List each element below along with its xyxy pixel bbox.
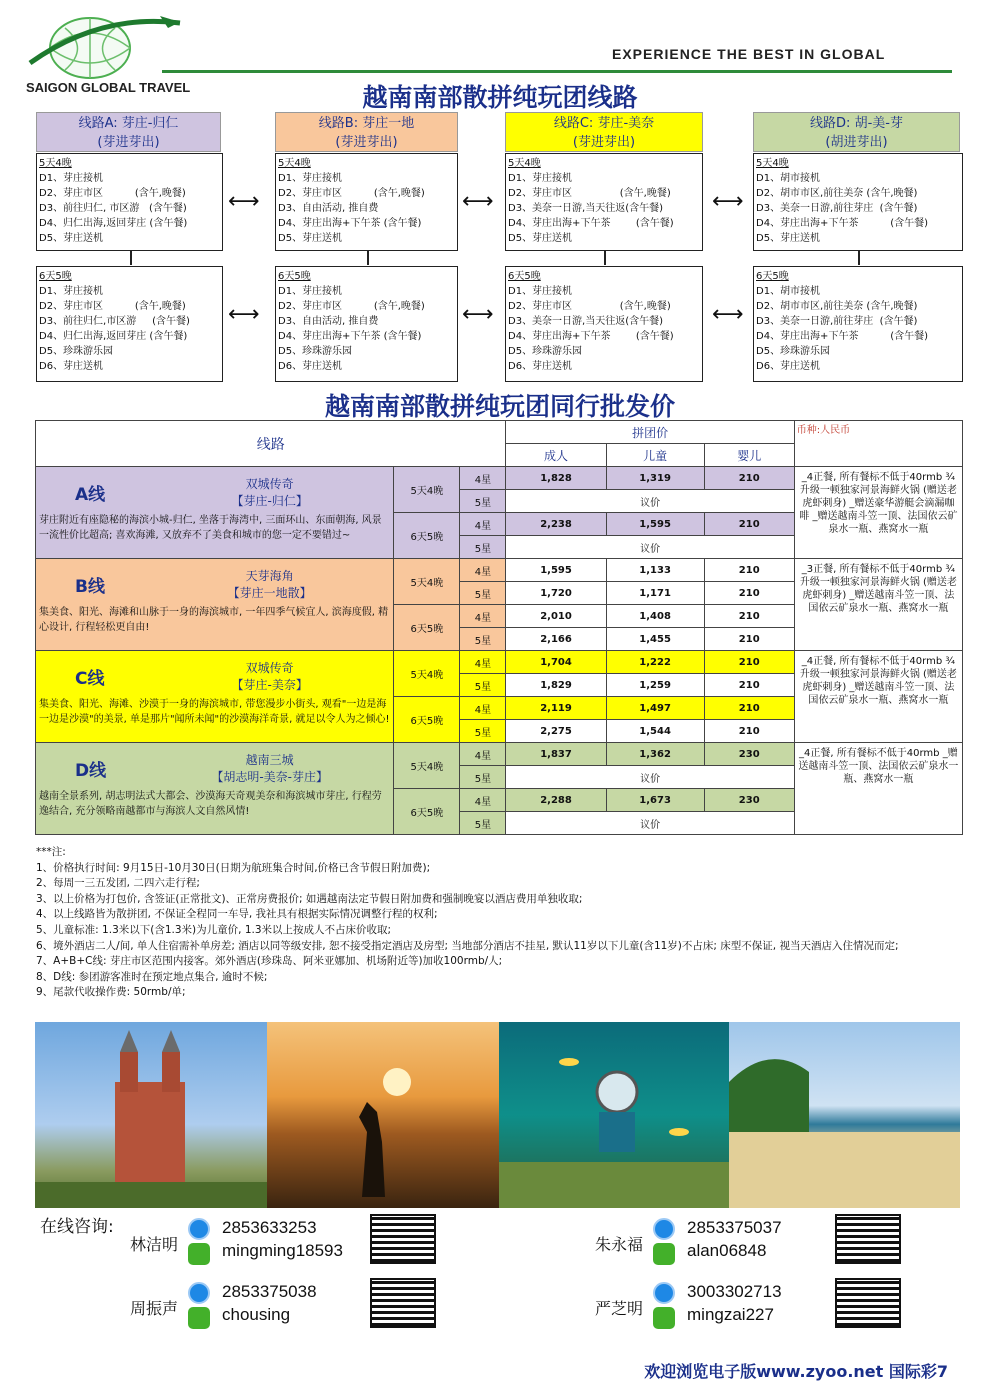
- route-header-title: 线路C: 芽庄-美奈: [553, 116, 655, 131]
- qr-code: [370, 1214, 436, 1264]
- route-name: 越南三城: [245, 753, 294, 767]
- itinerary-day: D1、芽庄接机: [39, 286, 104, 297]
- footer-text[interactable]: 欢迎浏览电子版www.zyoo.net 国际彩7: [644, 1362, 948, 1381]
- itinerary-day: D4、归仁出海,返回芽庄 (含午餐): [39, 218, 188, 229]
- itinerary-day: D4、归仁出海,返回芽庄 (含午餐): [39, 331, 188, 342]
- adult-price: 1,720: [506, 582, 606, 605]
- box-connector: [858, 251, 860, 265]
- route-inclusions: _4正餐, 所有餐标不低于40rmb ¾升级一顿独家河景海鲜火锅 (赠送老虎虾刺身) _赠送越南斗笠一顶、法国依云矿泉水一瓶、燕窝水一瓶: [794, 651, 962, 743]
- itinerary-day: D4、芽庄出海+下午茶 (含午餐): [756, 331, 929, 342]
- route-cities: 【芽庄一地散】: [227, 586, 312, 600]
- double-arrow-icon: ⟷: [228, 189, 260, 214]
- col-child-header: 儿童: [606, 444, 704, 467]
- wechat-id[interactable]: mingming18593: [222, 1241, 343, 1260]
- route-key: A线: [75, 484, 106, 505]
- itinerary-day: D3、美奈一日游,前往芽庄 (含午餐): [756, 316, 918, 327]
- itinerary-day: D3、美奈一日游,前往芽庄 (含午餐): [756, 203, 918, 214]
- itinerary-day: D3、前往归仁, 市区游 (含午餐): [39, 203, 187, 214]
- star-cell: 4星: [460, 605, 506, 628]
- itinerary-box: [753, 153, 963, 251]
- infant-price: 210: [704, 651, 794, 674]
- qq-icon: [653, 1218, 675, 1240]
- child-price: 1,497: [606, 697, 704, 720]
- itinerary-day: D3、自由活动, 推自费: [278, 316, 379, 327]
- itinerary-day: D2、芽庄市区 (含午,晚餐): [278, 301, 425, 312]
- qq-number[interactable]: 2853375037: [687, 1218, 782, 1237]
- route-cities: 【芽庄-归仁】: [231, 494, 308, 508]
- itinerary-day: D2、芽庄市区 (含午,晚餐): [39, 301, 186, 312]
- itinerary-day: D4、芽庄出海+下午茶 (含午餐): [278, 218, 422, 229]
- route-inclusions: _4正餐, 所有餐标不低于40rmb ¾升级一顿独家河景海鲜火锅 (赠送老虎虾刺身) _赠送豪华游艇会滴漏咖啡 _赠送越南斗笠一顶、法国依云矿泉水一瓶、燕窝水一瓶: [794, 467, 962, 559]
- route-summary-cell: [36, 559, 394, 651]
- star-cell: 4星: [460, 513, 506, 536]
- child-price: 1,455: [606, 628, 704, 651]
- child-price: 1,544: [606, 720, 704, 743]
- route-summary-cell: [36, 467, 394, 559]
- route-name: 天芽海角: [245, 569, 294, 583]
- star-cell: 4星: [460, 467, 506, 490]
- tagline: EXPERIENCE THE BEST IN GLOBAL: [612, 46, 886, 62]
- star-cell: 5星: [460, 628, 506, 651]
- qr-code: [370, 1278, 436, 1328]
- itinerary-duration: 5天4晚: [508, 158, 541, 169]
- double-arrow-icon: ⟷: [462, 302, 494, 327]
- qq-number[interactable]: 2853375038: [222, 1282, 317, 1301]
- child-price: 1,259: [606, 674, 704, 697]
- wechat-icon: [653, 1307, 675, 1329]
- double-arrow-icon: ⟷: [462, 189, 494, 214]
- route-header-sub: (芽进芽出): [335, 135, 398, 150]
- adult-price: 1,829: [506, 674, 606, 697]
- note-item: 8、D线: 参团游客准时在预定地点集合, 逾时不候;: [36, 970, 268, 983]
- wechat-id[interactable]: alan06848: [687, 1241, 767, 1260]
- route-header-sub: (芽进芽出): [572, 135, 636, 150]
- itinerary-duration: 6天5晚: [508, 271, 541, 282]
- negotiable-cell: 议价: [506, 766, 794, 789]
- duration-cell: 5天4晚: [394, 743, 460, 789]
- infant-price: 210: [704, 720, 794, 743]
- itinerary-day: D1、胡市接机: [756, 286, 821, 297]
- infant-price: 230: [704, 789, 794, 812]
- contact-name: 周振声: [130, 1299, 179, 1318]
- itinerary-day: D1、芽庄接机: [508, 173, 573, 184]
- contact-name: 朱永福: [595, 1235, 644, 1254]
- wechat-id[interactable]: mingzai227: [687, 1305, 774, 1324]
- star-cell: 4星: [460, 697, 506, 720]
- wechat-icon: [188, 1307, 210, 1329]
- itinerary-day: D5、珍珠游乐园: [508, 346, 583, 357]
- adult-price: 2,288: [506, 789, 606, 812]
- itinerary-day: D1、芽庄接机: [508, 286, 573, 297]
- itinerary-day: D4、芽庄出海+下午茶 (含午餐): [508, 218, 674, 229]
- wechat-id[interactable]: chousing: [222, 1305, 291, 1324]
- duration-cell: 6天5晚: [394, 605, 460, 651]
- route-summary-cell: [36, 651, 394, 743]
- col-group-header: 拼团价: [506, 421, 794, 444]
- route-header: [275, 112, 458, 152]
- infant-price: 210: [704, 605, 794, 628]
- itinerary-day: D3、美奈一日游,当天往返(含午餐): [508, 203, 664, 214]
- itinerary-box: [36, 153, 223, 251]
- route-header-title: 线路D: 胡-美-芽: [810, 116, 903, 131]
- route-inclusions: _3正餐, 所有餐标不低于40rmb ¾升级一顿独家河景海鲜火锅 (赠送老虎虾刺身) _赠送越南斗笠一顶、法国依云矿泉水一瓶、燕窝水一瓶: [794, 559, 962, 651]
- contact-name: 严芝明: [595, 1299, 644, 1318]
- infant-price: 210: [704, 559, 794, 582]
- star-cell: 4星: [460, 789, 506, 812]
- route-name: 双城传奇: [245, 661, 294, 675]
- duration-cell: 6天5晚: [394, 789, 460, 835]
- wechat-icon: [653, 1243, 675, 1265]
- currency-label: 币种:人民币: [794, 421, 962, 467]
- route-description: 集美食、阳光、海滩、沙漠于一身的海滨城市, 带您漫步小街头, 观看"一边是海一边是沙漠"的美景, 单是那片"闻所未闻"的沙漠海洋奇景, 就足以令人为之倾心!: [39, 699, 390, 725]
- adult-price: 2,166: [506, 628, 606, 651]
- star-cell: 4星: [460, 651, 506, 674]
- itinerary-day: D2、胡市市区,前往美奈 (含午,晚餐): [756, 301, 918, 312]
- infant-price: 210: [704, 674, 794, 697]
- itinerary-duration: 5天4晚: [278, 158, 311, 169]
- qq-icon: [188, 1282, 210, 1304]
- itinerary-day: D4、芽庄出海+下午茶 (含午餐): [756, 218, 929, 229]
- negotiable-cell: 议价: [506, 812, 794, 835]
- note-item: 9、尾款代收操作费: 50rmb/单;: [36, 986, 186, 999]
- infant-price: 210: [704, 697, 794, 720]
- contact-name: 林洁明: [130, 1235, 179, 1254]
- duration-cell: 5天4晚: [394, 559, 460, 605]
- infant-price: 210: [704, 582, 794, 605]
- itinerary-day: D4、芽庄出海+下午茶 (含午餐): [278, 331, 422, 342]
- adult-price: 1,595: [506, 559, 606, 582]
- header-divider: [162, 70, 952, 73]
- adult-price: 2,010: [506, 605, 606, 628]
- notes-section: [36, 845, 961, 1001]
- star-cell: 5星: [460, 536, 506, 559]
- child-price: 1,319: [606, 467, 704, 490]
- star-cell: 4星: [460, 559, 506, 582]
- adult-price: 2,238: [506, 513, 606, 536]
- itinerary-day: D6、芽庄送机: [508, 361, 573, 372]
- route-description: 越南全景系列, 胡志明法式大都会、沙漠海天奇观美奈和海滨城市芽庄, 行程劳逸结合, 充分领略南越都市与海滨人文自然风情!: [39, 791, 382, 817]
- child-price: 1,408: [606, 605, 704, 628]
- itinerary-day: D1、芽庄接机: [278, 286, 343, 297]
- star-cell: 4星: [460, 743, 506, 766]
- itinerary-day: D6、芽庄送机: [39, 361, 104, 372]
- route-key: D线: [75, 760, 107, 781]
- child-price: 1,362: [606, 743, 704, 766]
- star-cell: 5星: [460, 674, 506, 697]
- itinerary-day: D4、芽庄出海+下午茶 (含午餐): [508, 331, 674, 342]
- itinerary-duration: 6天5晚: [278, 271, 311, 282]
- qq-icon: [653, 1282, 675, 1304]
- itinerary-day: D3、美奈一日游,当天往返(含午餐): [508, 316, 664, 327]
- duration-cell: 5天4晚: [394, 467, 460, 513]
- child-price: 1,222: [606, 651, 704, 674]
- note-item: 2、每周一三五发团, 二四六走行程;: [36, 877, 200, 890]
- route-header: [753, 112, 960, 152]
- itinerary-box: [275, 266, 458, 382]
- itinerary-day: D5、芽庄送机: [278, 233, 343, 244]
- prices-title: 越南南部散拼纯玩团同行批发价: [324, 392, 675, 421]
- itinerary-day: D5、珍珠游乐园: [278, 346, 353, 357]
- price-table: [35, 420, 963, 835]
- route-cities: 【芽庄-美奈】: [231, 678, 308, 692]
- child-price: 1,673: [606, 789, 704, 812]
- note-item: 1、价格执行时间: 9月15日-10月30日(日期为航班集合时间,价格已含节假日附加费);: [36, 861, 431, 874]
- box-connector: [367, 251, 369, 265]
- star-cell: 5星: [460, 490, 506, 513]
- itinerary-box: [505, 153, 703, 251]
- itinerary-duration: 6天5晚: [756, 271, 789, 282]
- star-cell: 5星: [460, 766, 506, 789]
- adult-price: 1,837: [506, 743, 606, 766]
- itinerary-day: D5、芽庄送机: [508, 233, 573, 244]
- itinerary-day: D5、珍珠游乐园: [756, 346, 831, 357]
- route-header-title: 线路A: 芽庄-归仁: [78, 116, 179, 131]
- infant-price: 210: [704, 628, 794, 651]
- note-item: 6、境外酒店二人/间, 单人住宿需补单房差; 酒店以同等级安排, 恕不接受指定酒店及房型; 当地部分酒店不挂星, 默认11岁以下儿童(含11岁)不占床; 床型不保证, 视当天酒店入住情况而定;: [36, 939, 899, 952]
- itinerary-box: [753, 266, 963, 382]
- child-price: 1,595: [606, 513, 704, 536]
- double-arrow-icon: ⟷: [712, 189, 744, 214]
- qq-number[interactable]: 2853633253: [222, 1218, 317, 1237]
- itinerary-day: D3、前往归仁,市区游 (含午餐): [39, 316, 190, 327]
- negotiable-cell: 议价: [506, 490, 794, 513]
- photo-cathedral: [35, 1022, 267, 1208]
- box-connector: [604, 251, 606, 265]
- itinerary-day: D2、芽庄市区 (含午,晚餐): [508, 301, 671, 312]
- duration-cell: 6天5晚: [394, 513, 460, 559]
- col-infant-header: 婴儿: [704, 444, 794, 467]
- route-key: C线: [75, 668, 105, 689]
- itinerary-day: D2、芽庄市区 (含午,晚餐): [39, 188, 186, 199]
- note-item: 5、儿童标准: 1.3米以下(含1.3米)为儿童价, 1.3米以上按成人不占床价收取;: [36, 923, 392, 936]
- notes-head: ***注:: [36, 846, 66, 858]
- photo-beach: [729, 1022, 960, 1208]
- qr-code: [835, 1278, 901, 1328]
- route-name: 双城传奇: [245, 477, 294, 491]
- child-price: 1,171: [606, 582, 704, 605]
- itinerary-day: D5、芽庄送机: [39, 233, 104, 244]
- route-key: B线: [75, 576, 105, 597]
- qr-code: [835, 1214, 901, 1264]
- itinerary-day: D6、芽庄送机: [278, 361, 343, 372]
- route-header: [505, 112, 703, 152]
- itinerary-day: D1、胡市接机: [756, 173, 821, 184]
- note-item: 7、A+B+C线: 芽庄市区范围内接客。郊外酒店(珍珠岛、阿米亚娜加、机场附近等)加收100rmb/人;: [36, 955, 503, 968]
- itinerary-day: D2、胡市市区,前往美奈 (含午,晚餐): [756, 188, 918, 199]
- photo-seawalker: [499, 1022, 729, 1208]
- adult-price: 1,704: [506, 651, 606, 674]
- infant-price: 230: [704, 743, 794, 766]
- routes-title: 越南南部散拼纯玩团线路: [362, 83, 638, 112]
- adult-price: 1,828: [506, 467, 606, 490]
- itinerary-duration: 6天5晚: [39, 271, 72, 282]
- qq-number[interactable]: 3003302713: [687, 1282, 782, 1301]
- col-adult-header: 成人: [506, 444, 606, 467]
- itinerary-day: D5、芽庄送机: [756, 233, 821, 244]
- route-description: 集美食、阳光、海滩和山脉于一身的海滨城市, 一年四季气候宜人, 滨海度假, 精心设计, 行程轻松更自由!: [39, 607, 389, 633]
- route-cities: 【胡志明-美奈-芽庄】: [211, 770, 329, 784]
- route-header-sub: (胡进芽出): [825, 135, 888, 150]
- duration-cell: 5天4晚: [394, 651, 460, 697]
- star-cell: 5星: [460, 812, 506, 835]
- route-header: [36, 112, 221, 152]
- star-cell: 5星: [460, 582, 506, 605]
- route-summary-cell: [36, 743, 394, 835]
- infant-price: 210: [704, 467, 794, 490]
- itinerary-box: [275, 153, 458, 251]
- note-item: 3、以上价格为打包价, 含签证(正常批文)、正常房费报价; 如遇越南法定节假日附加费和强制晚宴以酒店费用单独收取;: [36, 892, 583, 905]
- negotiable-cell: 议价: [506, 536, 794, 559]
- itinerary-day: D6、芽庄送机: [756, 361, 821, 372]
- route-description: 芽庄附近有座隐秘的海滨小城-归仁, 坐落于海湾中, 三面环山、东面朝海, 风景一流性价比超高; 喜欢海滩, 又放弃不了美食和城市的您一定不要错过~: [39, 515, 382, 541]
- itinerary-duration: 5天4晚: [756, 158, 789, 169]
- box-connector: [130, 251, 132, 265]
- itinerary-day: D1、芽庄接机: [278, 173, 343, 184]
- itinerary-day: D2、芽庄市区 (含午,晚餐): [278, 188, 425, 199]
- photo-fisherman: [267, 1022, 499, 1208]
- duration-cell: 6天5晚: [394, 697, 460, 743]
- route-inclusions: _4正餐, 所有餐标不低于40rmb _赠送越南斗笠一顶、法国依云矿泉水一瓶、燕窝水一瓶: [794, 743, 962, 835]
- qq-icon: [188, 1218, 210, 1240]
- route-header-title: 线路B: 芽庄一地: [318, 116, 415, 131]
- route-header-sub: (芽进芽出): [97, 135, 160, 150]
- itinerary-day: D1、芽庄接机: [39, 173, 104, 184]
- adult-price: 2,275: [506, 720, 606, 743]
- itinerary-duration: 5天4晚: [39, 158, 72, 169]
- adult-price: 2,119: [506, 697, 606, 720]
- itinerary-day: D5、珍珠游乐园: [39, 346, 114, 357]
- contact-label: 在线咨询:: [40, 1217, 114, 1237]
- itinerary-day: D3、自由活动, 推自费: [278, 203, 379, 214]
- itinerary-box: [505, 266, 703, 382]
- star-cell: 5星: [460, 720, 506, 743]
- svg-text:SAIGON GLOBAL TRAVEL: SAIGON GLOBAL TRAVEL: [26, 80, 190, 95]
- double-arrow-icon: ⟷: [712, 302, 744, 327]
- itinerary-day: D2、芽庄市区 (含午,晚餐): [508, 188, 671, 199]
- note-item: 4、以上线路皆为散拼团, 不保证全程同一车导, 我社具有根据实际情况调整行程的权利;: [36, 908, 438, 921]
- double-arrow-icon: ⟷: [228, 302, 260, 327]
- child-price: 1,133: [606, 559, 704, 582]
- wechat-icon: [188, 1243, 210, 1265]
- itinerary-box: [36, 266, 223, 382]
- infant-price: 210: [704, 513, 794, 536]
- col-route-header: 线路: [36, 421, 506, 467]
